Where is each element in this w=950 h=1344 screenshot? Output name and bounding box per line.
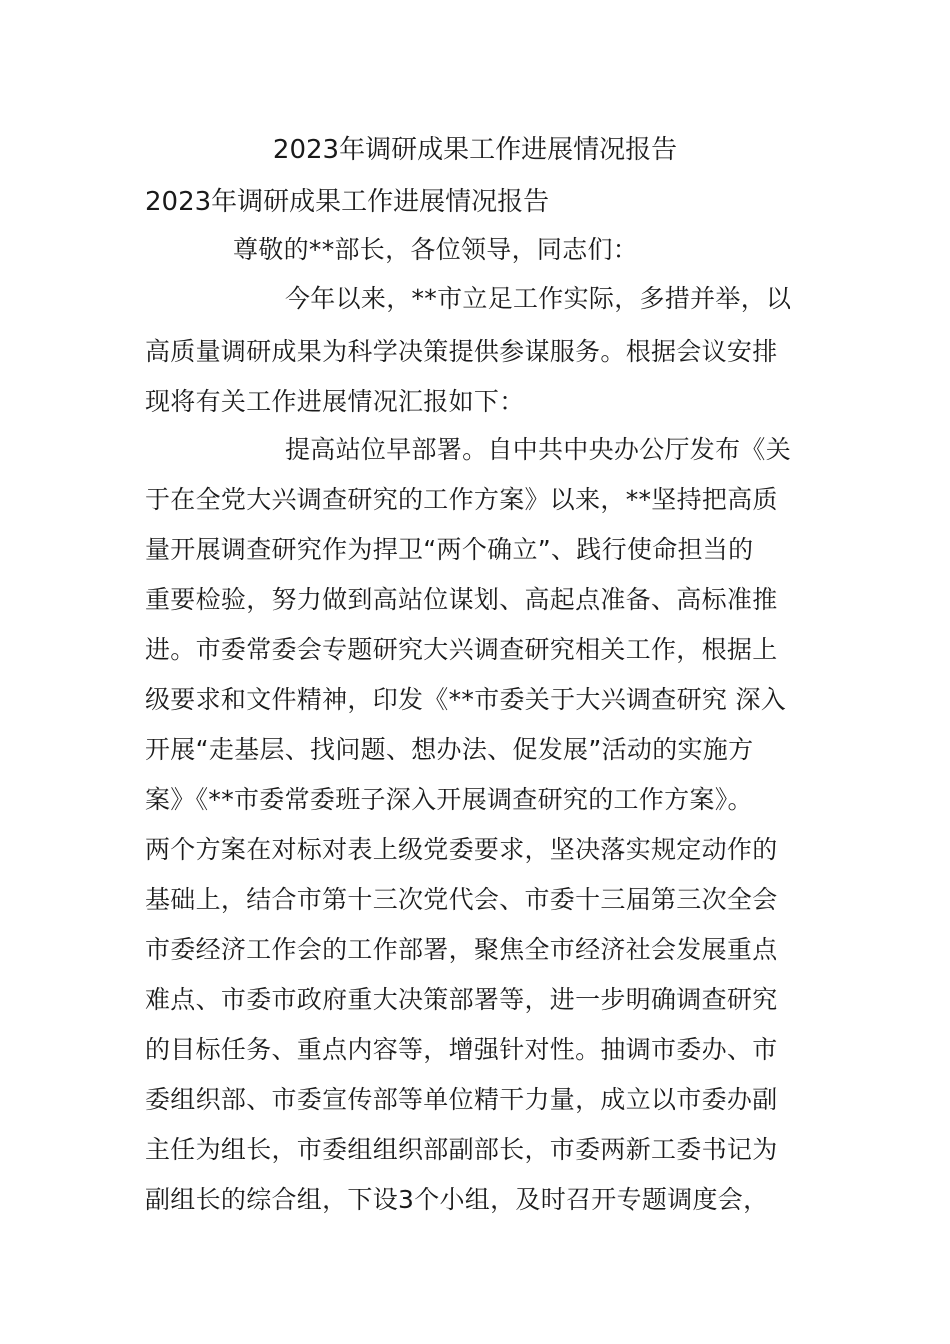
paragraph-line: 进。市委常委会专题研究大兴调查研究相关工作，根据上 [145, 635, 778, 664]
paragraph-line: 于在全党大兴调查研究的工作方案》以来，**坚持把高质 [145, 485, 778, 514]
paragraph-line: 副组长的综合组，下设3个小组，及时召开专题调度会， [145, 1185, 769, 1214]
paragraph-line: 委组织部、市委宣传部等单位精干力量，成立以市委办副 [145, 1085, 778, 1114]
document-title: 2023年调研成果工作进展情况报告 [272, 135, 678, 165]
paragraph-line: 重要检验，努力做到高站位谋划、高起点准备、高标准推 [145, 585, 778, 614]
paragraph-line: 难点、市委市政府重大决策部署等，进一步明确调查研究 [145, 985, 778, 1014]
paragraph-line: 的目标任务、重点内容等，增强针对性。抽调市委办、市 [145, 1035, 778, 1064]
paragraph-line: 高质量调研成果为科学决策提供参谋服务。根据会议安排 [145, 337, 778, 366]
paragraph-line: 市委经济工作会的工作部署，聚焦全市经济社会发展重点 [145, 935, 778, 964]
paragraph-line: 现将有关工作进展情况汇报如下： [145, 387, 525, 416]
paragraph-line: 两个方案在对标对表上级党委要求，坚决落实规定动作的 [145, 835, 778, 864]
paragraph-line: 开展“走基层、找问题、想办法、促发展”活动的实施方 [145, 735, 754, 764]
paragraph-line: 主任为组长，市委组组织部副部长，市委两新工委书记为 [145, 1135, 778, 1164]
document-subtitle: 2023年调研成果工作进展情况报告 [145, 187, 550, 217]
paragraph-line: 量开展调查研究作为捍卫“两个确立”、践行使命担当的 [145, 535, 754, 564]
paragraph-line: 案》《**市委常委班子深入开展调查研究的工作方案》。 [145, 785, 753, 814]
paragraph-line: 今年以来，**市立足工作实际，多措并举，以 [285, 284, 792, 313]
salutation: 尊敬的**部长，各位领导，同志们： [233, 235, 639, 264]
paragraph-line: 级要求和文件精神，印发《**市委关于大兴调查研究 深入 [145, 685, 787, 714]
paragraph-line: 基础上，结合市第十三次党代会、市委十三届第三次全会 [145, 885, 778, 914]
paragraph-line: 提高站位早部署。自中共中央办公厅发布《关 [285, 435, 792, 464]
